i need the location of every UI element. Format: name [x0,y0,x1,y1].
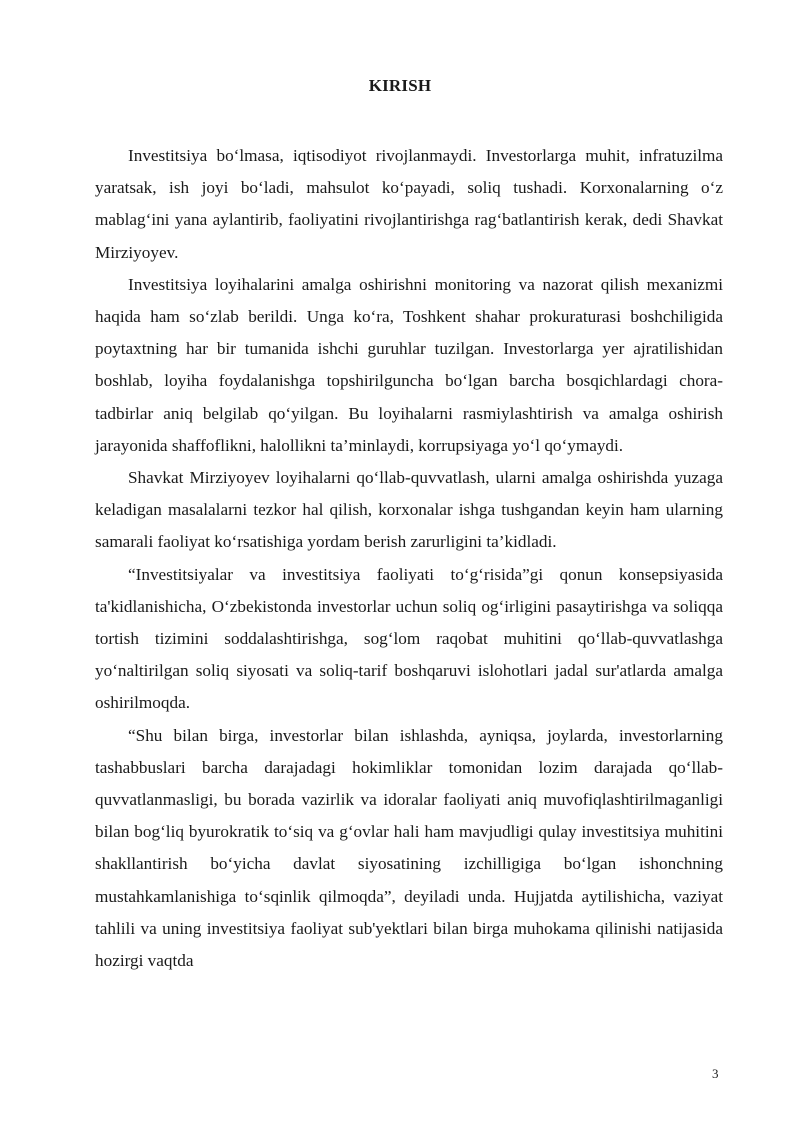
paragraph-4: “Investitsiyalar va investitsiya faoliyati to‘g‘risida”gi qonun konsepsiyasida ta'kidlanishicha, O‘zbekistonda investorlar uchun soliq og‘irligini pasaytirishga va soliqqa tortish tizimini soddalashtirishga, sog‘lom raqobat muhitini qo‘llab-quvvatlashga yo‘naltirilgan soliq siyosati va soliq-tarif boshqaruvi islohotlari jadal sur'atlarda amalga oshirilmoqda. [95,564,723,713]
paragraph-1: Investitsiya bo‘lmasa, iqtisodiyot rivojlanmaydi. Investorlarga muhit, infratuzilma yaratsak, ish joyi bo‘ladi, mahsulot ko‘payadi, soliq tushadi. Korxonalarning o‘z mablag‘ini yana aylantirib, faoliyatini rivojlantirishga rag‘batlantirish kerak, dedi Shavkat Mirziyoyev. [95,146,723,262]
paragraph-3: Shavkat Mirziyoyev loyihalarni qo‘llab-quvvatlash, ularni amalga oshirishda yuzaga keladigan masalalarni tezkor hal qilish, korxonalar ishga tushgandan keyin ham ularning samarali faoliyat ko‘rsatishiga yordam berish zarurligini ta’kidladi. [95,468,723,552]
body-text [95,140,723,977]
paragraph-5: “Shu bilan birga, investorlar bilan ishlashda, ayniqsa, joylarda, investorlarning tashabbuslari barcha darajadagi hokimliklar tomonidan lozim darajada qo‘llab-quvvatlanmasligi, bu borada vazirlik va idoralar faoliyati aniq muvofiqlashtirilmaganligi bilan bog‘liq byurokratik to‘siq va g‘ovlar hali ham mavjudligi qulay investitsiya muhitini shakllantirish bo‘yicha davlat siyosatining izchilligiga bo‘lgan ishonchning mustahkamlanishiga to‘sqinlik qilmoqda”, deyiladi unda. Hujjatda aytilishicha, vaziyat tahlili va uning investitsiya faoliyat sub'yektlari bilan birga muhokama qilinishi natijasida hozirgi vaqtda [95,725,723,971]
page-title: KIRISH [368,76,432,95]
page-number: 3 [712,1066,719,1081]
paragraph-2: Investitsiya loyihalarini amalga oshirishni monitoring va nazorat qilish mexanizmi haqida ham so‘zlab berildi. Unga ko‘ra, Toshkent shahar prokuraturasi boshchiligida poytaxtning har bir tumanida ishchi guruhlar tuzilgan. Investorlarga yer ajratilishidan boshlab, loyiha foydalanishga topshirilguncha bo‘lgan barcha bosqichlardagi chora-tadbirlar aniq belgilab qo‘yilgan. Bu loyihalarni rasmiylashtirish va amalga oshirish jarayonida shaffoflikni, halollikni ta’minlaydi, korrupsiyaga yo‘l qo‘ymaydi. [95,274,723,455]
